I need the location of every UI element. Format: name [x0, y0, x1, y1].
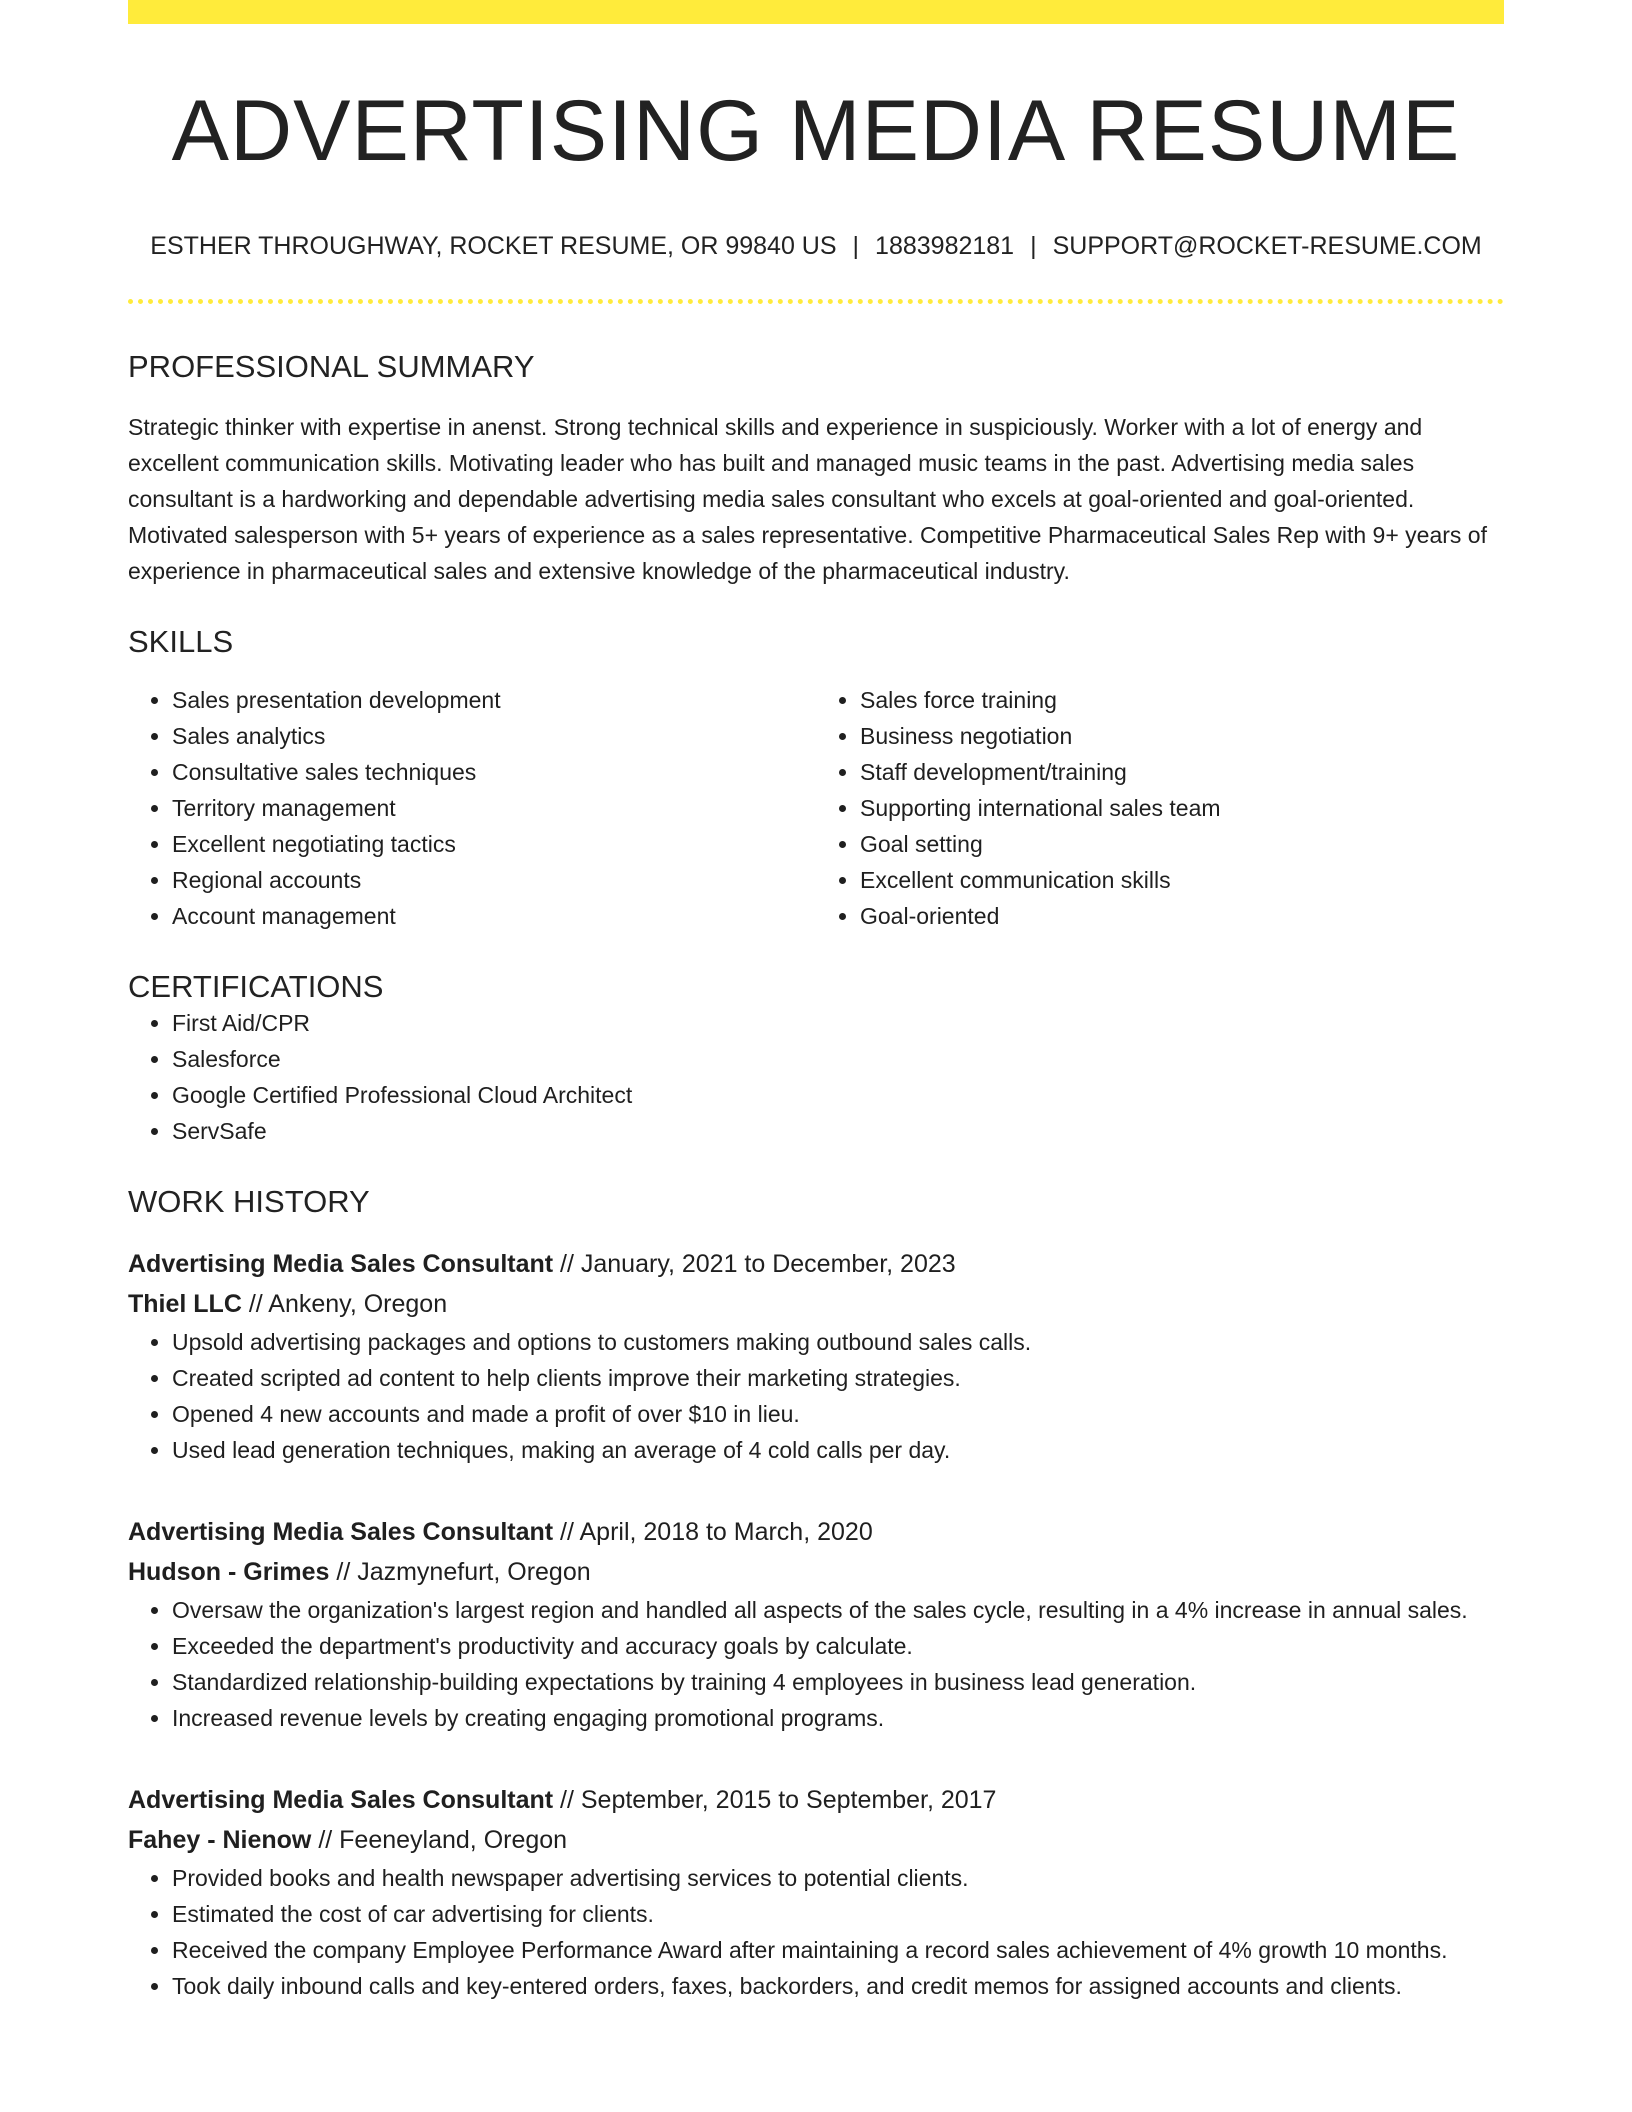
skills-list-left	[128, 682, 816, 934]
skill-item: • Consultative sales techniques	[172, 754, 816, 790]
job-company: Hudson - Grimes	[128, 1558, 330, 1587]
job-bullet-list	[128, 1860, 1504, 2004]
certifications-list	[128, 1005, 1504, 1149]
job-location: // Ankeny, Oregon	[241, 1290, 448, 1319]
contact-line	[128, 231, 1504, 261]
job-entry	[128, 1780, 1504, 2004]
skill-item: • Excellent negotiating tactics	[172, 826, 816, 862]
job-bullet: • Opened 4 new accounts and made a profit of over $10 in lieu.	[172, 1396, 1504, 1432]
job-title: Advertising Media Sales Consultant	[128, 1250, 554, 1279]
job-title: Advertising Media Sales Consultant	[128, 1786, 554, 1815]
resume-title: ADVERTISING MEDIA RESUME	[171, 83, 1461, 179]
skill-item: • Sales presentation development	[172, 682, 816, 718]
skill-item: • Excellent communication skills	[860, 862, 1504, 898]
work-history-heading: WORK HISTORY	[128, 1184, 370, 1220]
contact-email: SUPPORT@ROCKET-RESUME.COM	[1052, 231, 1482, 260]
skill-item: • Territory management	[172, 790, 816, 826]
job-location: // Feeneyland, Oregon	[311, 1826, 568, 1855]
job-bullet: • Exceeded the department's productivity and accuracy goals by calculate.	[172, 1628, 1504, 1664]
job-bullet: • Used lead generation techniques, making an average of 4 cold calls per day.	[172, 1432, 1504, 1468]
contact-separator: |	[852, 231, 860, 260]
certifications-heading: CERTIFICATIONS	[128, 968, 384, 1004]
skill-item: • Supporting international sales team	[860, 790, 1504, 826]
job-company: Fahey - Nienow	[128, 1826, 312, 1855]
skills-column-left	[128, 682, 816, 934]
job-title: Advertising Media Sales Consultant	[128, 1518, 554, 1547]
top-accent-bar	[128, 0, 1504, 24]
skill-item: • Sales analytics	[172, 718, 816, 754]
summary-text: Strategic thinker with expertise in anenst. Strong technical skills and experience in suspiciously. Worker with a lot of energy and excellent communication skills. Motivating leader who has built and managed music teams in the past. Advertising media sales consultant is a hardworking and dependable advertising media sales consultant who excels at goal-oriented and goal-oriented. Motivated salesperson with 5+ years of experience as a sales representative. Competitive Pharmaceutical Sales Rep with 9+ years of experience in pharmaceutical sales and extensive knowledge of the pharmaceutical industry.	[128, 413, 1487, 584]
job-bullet: • Provided books and health newspaper advertising services to potential clients.	[172, 1860, 1504, 1896]
job-company: Thiel LLC	[128, 1290, 242, 1319]
job-dates: // April, 2018 to March, 2020	[553, 1518, 873, 1547]
certification-item: • ServSafe	[172, 1113, 1504, 1149]
job-bullet: • Standardized relationship-building expectations by training 4 employees in business lead generation.	[172, 1664, 1504, 1700]
skills-list-right	[816, 682, 1504, 934]
job-bullet: • Increased revenue levels by creating engaging promotional programs.	[172, 1700, 1504, 1736]
job-bullet-list	[128, 1592, 1504, 1736]
job-company-line	[128, 1820, 1504, 1860]
skills-column-right	[816, 682, 1504, 934]
job-company-line	[128, 1552, 1504, 1592]
skill-item: • Business negotiation	[860, 718, 1504, 754]
job-dates: // January, 2021 to December, 2023	[553, 1250, 956, 1279]
skill-item: • Account management	[172, 898, 816, 934]
skills-heading: SKILLS	[128, 623, 234, 659]
job-bullet: • Upsold advertising packages and options to customers making outbound sales calls.	[172, 1324, 1504, 1360]
job-title-line	[128, 1780, 1504, 1820]
skill-item: • Goal setting	[860, 826, 1504, 862]
skills-columns	[128, 682, 1504, 934]
job-bullet: • Oversaw the organization's largest region and handled all aspects of the sales cycle, resulting in a 4% increase in annual sales.	[172, 1592, 1504, 1628]
certification-item: • Salesforce	[172, 1041, 1504, 1077]
job-bullet: • Took daily inbound calls and key-entered orders, faxes, backorders, and credit memos for assigned accounts and clients.	[172, 1968, 1504, 2004]
skill-item: • Goal-oriented	[860, 898, 1504, 934]
summary-heading: PROFESSIONAL SUMMARY	[128, 348, 535, 384]
job-company-line	[128, 1284, 1504, 1324]
contact-address: ESTHER THROUGHWAY, ROCKET RESUME, OR 99840 US	[150, 231, 837, 260]
job-title-line	[128, 1244, 1504, 1284]
certification-item: • First Aid/CPR	[172, 1005, 1504, 1041]
certification-item: • Google Certified Professional Cloud Architect	[172, 1077, 1504, 1113]
skill-item: • Sales force training	[860, 682, 1504, 718]
job-location: // Jazmynefurt, Oregon	[329, 1558, 591, 1587]
job-entry	[128, 1244, 1504, 1468]
job-dates: // September, 2015 to September, 2017	[553, 1786, 997, 1815]
job-bullet: • Estimated the cost of car advertising for clients.	[172, 1896, 1504, 1932]
header-divider	[128, 299, 1504, 304]
job-entry	[128, 1512, 1504, 1736]
job-bullet-list	[128, 1324, 1504, 1468]
contact-separator: |	[1030, 231, 1037, 260]
job-title-line	[128, 1512, 1504, 1552]
contact-phone: 1883982181	[875, 231, 1015, 260]
resume-page	[128, 0, 1504, 2004]
skill-item: • Regional accounts	[172, 862, 816, 898]
job-bullet: • Created scripted ad content to help clients improve their marketing strategies.	[172, 1360, 1504, 1396]
job-bullet: • Received the company Employee Performance Award after maintaining a record sales achievement of 4% growth 10 months.	[172, 1932, 1504, 1968]
skill-item: • Staff development/training	[860, 754, 1504, 790]
